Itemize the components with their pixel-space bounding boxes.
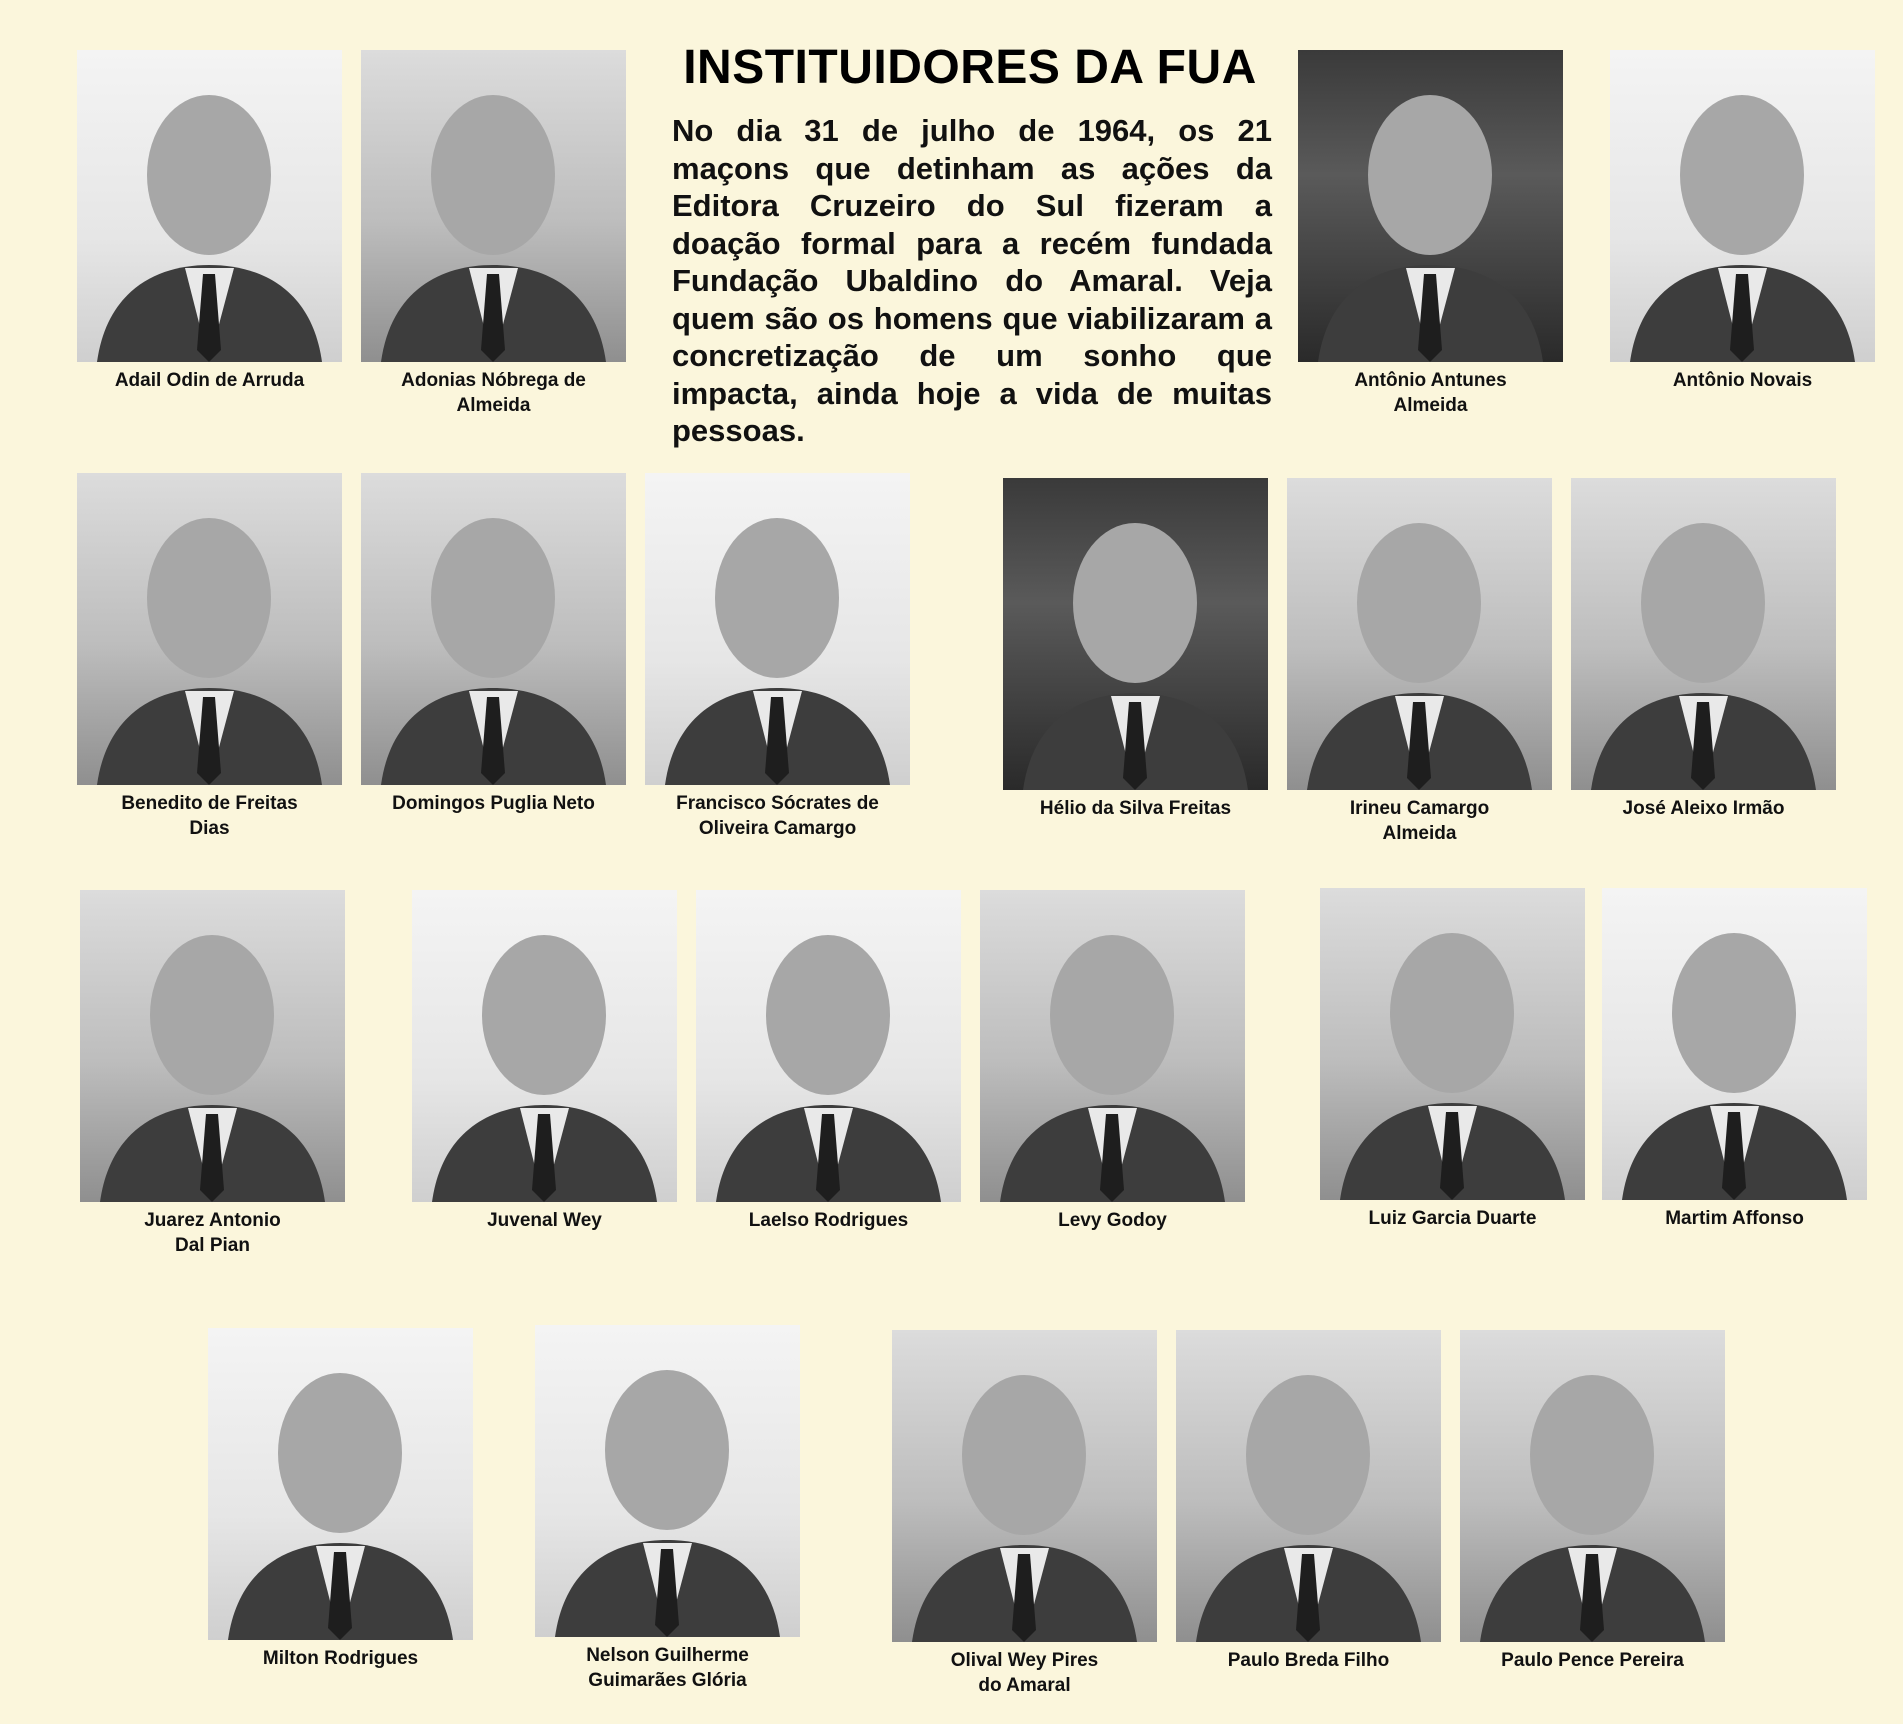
portrait-card <box>1176 1330 1441 1673</box>
portrait-silhouette <box>80 890 345 1202</box>
portrait-photo <box>645 473 910 785</box>
portrait-card <box>77 473 342 841</box>
intro-paragraph: No dia 31 de julho de 1964, os 21 maçons que detinham as ações da Editora Cruzeiro do Sul fizeram a doação formal para a recém fundada Fundação Ubaldino do Amaral. Veja quem são os homens que viabilizaram a concretização de um sonho que impacta, ainda hoje a vida de muitas pessoas. <box>672 113 1272 448</box>
portrait-name: Martim Affonso <box>1665 1208 1804 1229</box>
portrait-silhouette <box>1176 1330 1441 1642</box>
portrait-silhouette <box>1320 888 1585 1200</box>
portrait-photo <box>1287 478 1552 790</box>
portrait-photo <box>1610 50 1875 362</box>
portrait-card <box>208 1328 473 1671</box>
portrait-photo <box>1176 1330 1441 1642</box>
portrait-name: Irineu Camargo Almeida <box>1349 798 1490 844</box>
head-shape <box>150 935 274 1095</box>
portrait-card <box>1298 50 1563 418</box>
head-shape <box>1073 523 1197 683</box>
portrait-silhouette <box>412 890 677 1202</box>
head-shape <box>1368 95 1492 255</box>
portrait-silhouette <box>1571 478 1836 790</box>
head-shape <box>962 1375 1086 1535</box>
portrait-card <box>1602 888 1867 1231</box>
portrait-name: Benedito de Freitas Dias <box>121 793 298 839</box>
portrait-photo <box>1460 1330 1725 1642</box>
head-shape <box>431 518 555 678</box>
head-shape <box>715 518 839 678</box>
portrait-card <box>1610 50 1875 393</box>
head-shape <box>431 95 555 255</box>
portrait-photo <box>892 1330 1157 1642</box>
portrait-silhouette <box>1602 888 1867 1200</box>
portrait-name: José Aleixo Irmão <box>1622 798 1785 819</box>
portrait-photo <box>412 890 677 1202</box>
portrait-card <box>1320 888 1585 1231</box>
portrait-name: Domingos Puglia Neto <box>392 793 595 814</box>
head-shape <box>1246 1375 1370 1535</box>
portrait-photo <box>535 1325 800 1637</box>
portrait-silhouette <box>980 890 1245 1202</box>
portrait-silhouette <box>645 473 910 785</box>
portrait-card <box>412 890 677 1233</box>
portrait-card <box>1571 478 1836 821</box>
portrait-silhouette <box>1287 478 1552 790</box>
portrait-name: Luiz Garcia Duarte <box>1368 1208 1537 1229</box>
head-shape <box>766 935 890 1095</box>
portrait-name: Laelso Rodrigues <box>748 1210 909 1231</box>
portrait-silhouette <box>361 473 626 785</box>
portrait-photo <box>208 1328 473 1640</box>
portrait-photo <box>361 473 626 785</box>
head-shape <box>147 95 271 255</box>
portrait-photo <box>1298 50 1563 362</box>
portrait-silhouette <box>1610 50 1875 362</box>
portrait-photo <box>980 890 1245 1202</box>
portrait-name: Olival Wey Pires do Amaral <box>950 1650 1099 1696</box>
portrait-name: Paulo Pence Pereira <box>1501 1650 1684 1671</box>
portrait-card <box>980 890 1245 1233</box>
portrait-name: Hélio da Silva Freitas <box>1039 798 1232 819</box>
portrait-card <box>1460 1330 1725 1673</box>
head-shape <box>1390 933 1514 1093</box>
portrait-silhouette <box>77 50 342 362</box>
head-shape <box>605 1370 729 1530</box>
portrait-card <box>535 1325 800 1693</box>
portrait-card <box>361 473 626 816</box>
head-shape <box>482 935 606 1095</box>
page-title: INSTITUIDORES DA FUA <box>683 41 1257 94</box>
portrait-silhouette <box>361 50 626 362</box>
portrait-name: Adail Odin de Arruda <box>114 370 305 391</box>
portrait-photo <box>80 890 345 1202</box>
head-shape <box>1530 1375 1654 1535</box>
portrait-photo <box>1602 888 1867 1200</box>
portrait-name: Antônio Antunes Almeida <box>1354 370 1507 416</box>
head-shape <box>1680 95 1804 255</box>
portrait-silhouette <box>1003 478 1268 790</box>
portrait-silhouette <box>208 1328 473 1640</box>
portrait-name: Adonias Nóbrega de Almeida <box>401 370 586 416</box>
portrait-silhouette <box>892 1330 1157 1642</box>
head-shape <box>1641 523 1765 683</box>
portrait-name: Juarez Antonio Dal Pian <box>144 1210 281 1256</box>
portrait-name: Levy Godoy <box>1058 1210 1167 1231</box>
portrait-silhouette <box>1298 50 1563 362</box>
head-shape <box>1357 523 1481 683</box>
portrait-photo <box>696 890 961 1202</box>
portrait-card <box>1287 478 1552 846</box>
portrait-name: Paulo Breda Filho <box>1227 1650 1390 1671</box>
portrait-name: Milton Rodrigues <box>262 1648 419 1669</box>
portrait-card <box>645 473 910 841</box>
portrait-photo <box>1571 478 1836 790</box>
head-shape <box>278 1373 402 1533</box>
portrait-name: Francisco Sócrates de Oliveira Camargo <box>676 793 879 839</box>
portrait-photo <box>77 473 342 785</box>
portrait-silhouette <box>77 473 342 785</box>
head-shape <box>1050 935 1174 1095</box>
portrait-photo <box>1003 478 1268 790</box>
portrait-card <box>80 890 345 1258</box>
portrait-photo <box>77 50 342 362</box>
portrait-name: Nelson Guilherme Guimarães Glória <box>586 1645 749 1691</box>
portrait-name: Juvenal Wey <box>487 1210 602 1231</box>
portrait-silhouette <box>696 890 961 1202</box>
portrait-photo <box>361 50 626 362</box>
portrait-name: Antônio Novais <box>1672 370 1813 391</box>
portrait-silhouette <box>1460 1330 1725 1642</box>
portrait-card <box>1003 478 1268 821</box>
head-shape <box>147 518 271 678</box>
head-shape <box>1672 933 1796 1093</box>
portrait-photo <box>1320 888 1585 1200</box>
portrait-silhouette <box>535 1325 800 1637</box>
portrait-card <box>696 890 961 1233</box>
portrait-card <box>77 50 342 393</box>
portrait-card <box>892 1330 1157 1698</box>
portrait-card <box>361 50 626 418</box>
